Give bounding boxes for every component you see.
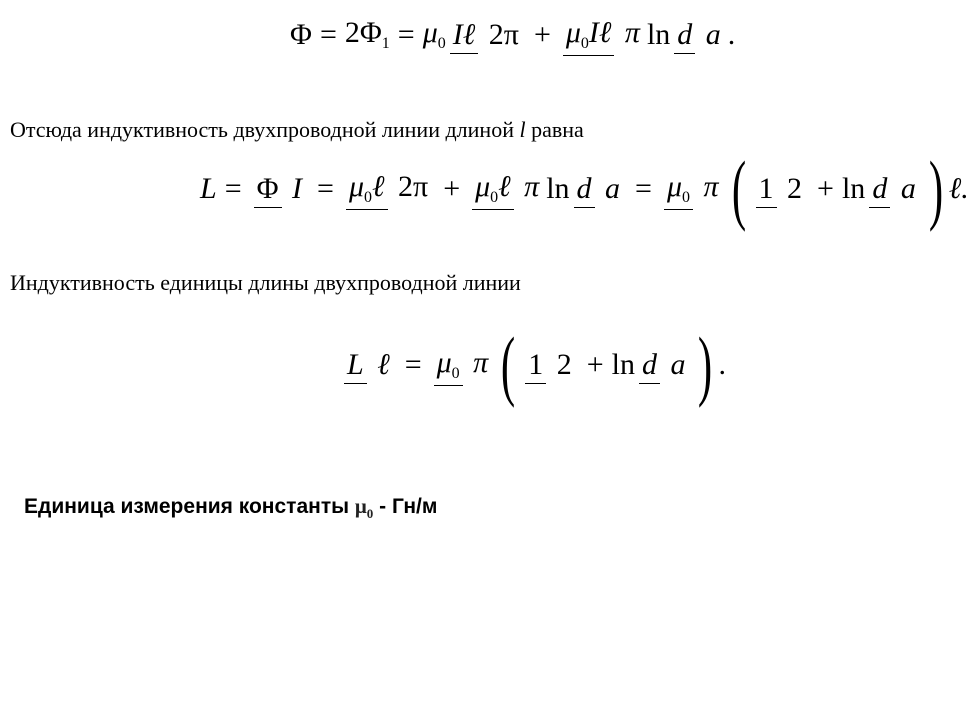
eq2-f3-mu: μ: [475, 170, 491, 204]
eq2-f3-ell: ℓ: [498, 170, 511, 204]
eq1-ln: ln: [646, 17, 671, 51]
eq2-frac-5-den: π: [703, 170, 719, 204]
eq2-left-paren: (: [731, 145, 746, 232]
unit-note-mu: [354, 494, 374, 522]
eq1-frac2-mu: μ: [565, 16, 581, 49]
eq2-frac-3: [472, 168, 542, 210]
eq2-two: 2: [787, 172, 803, 205]
eq1-frac2-ell: ℓ: [598, 16, 612, 49]
eq2-plus-1: +: [443, 172, 461, 205]
eq1-mu-sub: 0: [437, 35, 446, 53]
eq2-ln-2: ln: [841, 172, 866, 205]
eq2-frac-4: [574, 170, 624, 208]
eq1-frac-1-num: [450, 18, 479, 54]
eq1-frac-2-den: π: [624, 16, 640, 49]
eq2-frac-6: [756, 170, 806, 208]
equation-unit-inductance: [340, 321, 726, 408]
eq1-frac-2-num: [563, 16, 615, 56]
eq1-I: I: [452, 17, 463, 51]
unit-note-prefix: Единица измерения константы: [24, 495, 350, 518]
text-line-1-var: l: [519, 117, 526, 142]
eq3-ln: ln: [611, 348, 635, 381]
eq2-frac-3-den: π: [524, 170, 540, 204]
eq1-frac-1: [450, 16, 522, 54]
eq3-L: L: [344, 348, 367, 384]
eq3-frac-2-num: [434, 346, 463, 386]
eq2-f2-ell: ℓ: [372, 170, 385, 204]
eq2-frac-5-num: [664, 170, 693, 210]
eq2-I: I: [292, 172, 303, 205]
eq3-two: 2: [556, 348, 572, 381]
eq1-dot: .: [727, 17, 736, 51]
eq3-frac-1: [344, 346, 393, 384]
eq1-plus: +: [533, 17, 551, 51]
eq3-pi: π: [473, 346, 489, 380]
eq1-two-phi: [345, 16, 390, 53]
eq1-equals-1: =: [319, 17, 337, 51]
eq2-frac-7: [869, 170, 919, 208]
eq1-two-phi-text: 2Φ: [344, 16, 382, 50]
eq2-d-2: d: [869, 172, 890, 208]
eq3-left-paren: (: [501, 321, 516, 408]
eq2-plus-2: +: [817, 172, 834, 205]
eq3-dot: .: [718, 348, 726, 381]
eq3-mu: μ: [436, 346, 452, 380]
eq3-plus: +: [586, 348, 604, 381]
unit-note-suffix: - Гн/м: [379, 495, 438, 518]
eq2-frac-2: [346, 168, 431, 210]
unit-note-mu-sub: 0: [366, 506, 374, 522]
eq3-frac-4: [639, 346, 689, 384]
eq2-ln-1: ln: [546, 172, 570, 205]
eq2-f5-mu: μ: [666, 170, 683, 204]
eq2-one: 1: [756, 172, 777, 208]
unit-note-mu-symbol: μ: [354, 494, 367, 518]
unit-note: [24, 494, 437, 522]
equation-flux: [290, 14, 735, 56]
eq1-frac2-I: I: [588, 16, 599, 49]
eq1-equals-2: =: [397, 17, 415, 51]
eq2-a-1: a: [605, 172, 621, 205]
eq2-equals-2: =: [317, 172, 334, 205]
eq2-frac-3-num: [472, 170, 514, 210]
eq2-d-1: d: [574, 172, 595, 208]
eq2-frac-2-den: 2π: [398, 170, 429, 204]
text-line-1-main: Отсюда индуктивность двухпроводной линии длиной: [10, 117, 514, 142]
text-line-1-end: равна: [531, 117, 584, 142]
eq1-frac-1-den: 2π: [488, 17, 519, 51]
equation-inductance: [200, 145, 969, 232]
eq2-equals-3: =: [635, 172, 652, 205]
eq1-frac2-mu-sub: 0: [580, 35, 589, 52]
eq3-equals: =: [404, 348, 422, 381]
eq1-frac-3: [674, 16, 724, 54]
eq1-mu-text: μ: [422, 16, 438, 50]
text-line-2: [10, 270, 521, 296]
eq3-ell: ℓ: [377, 348, 390, 381]
eq3-frac-2: [434, 344, 492, 386]
eq1-d: d: [674, 18, 695, 54]
eq2-frac-1: [254, 170, 305, 208]
eq2-frac-2-num: [346, 170, 388, 210]
eq1-frac-2: [563, 14, 643, 56]
eq3-right-paren: ): [698, 321, 713, 408]
eq2-f3-sub: 0: [490, 189, 499, 207]
eq2-f5-sub: 0: [682, 189, 691, 207]
eq2-phi: Φ: [254, 172, 282, 208]
eq3-frac-3: [525, 346, 575, 384]
text-line-2-main: Индуктивность единицы длины двухпроводной линии: [10, 270, 521, 295]
eq1-a: a: [705, 17, 721, 51]
eq1-phi: Φ: [290, 17, 312, 51]
eq2-L: L: [200, 172, 217, 205]
eq1-sub-1: 1: [381, 35, 390, 53]
eq2-a-2: a: [900, 172, 916, 205]
eq2-right-paren: ): [928, 145, 943, 232]
eq1-ell: ℓ: [462, 17, 476, 51]
eq2-f2-mu: μ: [348, 170, 365, 204]
eq1-mu: [423, 16, 446, 53]
eq2-frac-5: [664, 168, 722, 210]
eq3-d: d: [639, 348, 660, 384]
eq2-end: ℓ.: [948, 172, 969, 205]
eq2-equals-1: =: [224, 172, 242, 205]
text-line-1: [10, 117, 584, 143]
eq3-mu-sub: 0: [451, 365, 460, 383]
eq3-one: 1: [525, 348, 546, 384]
eq3-a: a: [670, 348, 686, 381]
eq2-f2-sub: 0: [364, 189, 373, 207]
